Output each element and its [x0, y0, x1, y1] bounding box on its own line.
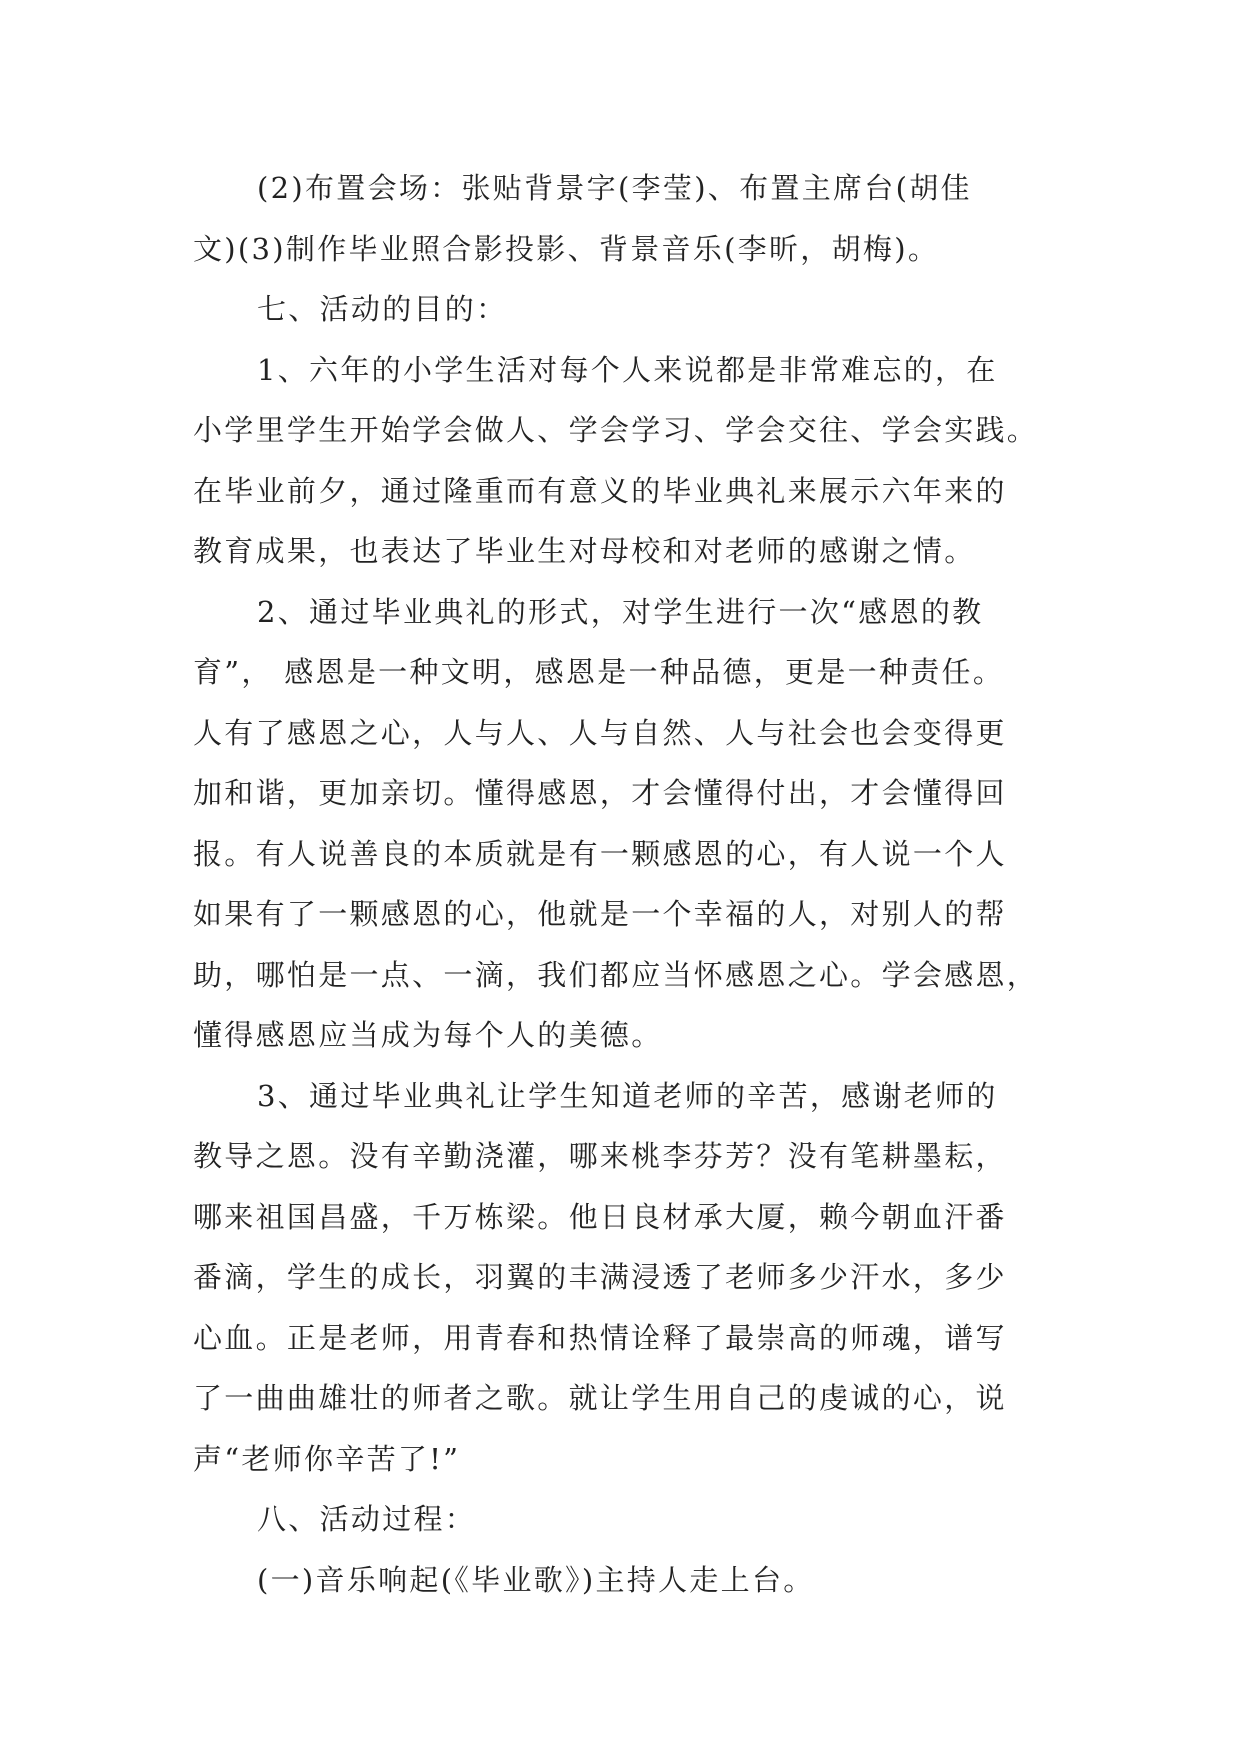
text-line: 助，哪怕是一点、一滴，我们都应当怀感恩之心。学会感恩，	[193, 957, 1039, 992]
text-line: 哪来祖国昌盛，千万栋梁。他日良材承大厦，赖今朝血汗番	[193, 1199, 1007, 1234]
text-line: 2、通过毕业典礼的形式，对学生进行一次“感恩的教	[257, 594, 984, 629]
text-line: 八、活动过程：	[257, 1502, 477, 1536]
text-line: 教育成果，也表达了毕业生对母校和对老师的感谢之情。	[193, 534, 976, 568]
text-line: 如果有了一颗感恩的心，他就是一个幸福的人，对别人的帮	[193, 897, 1007, 931]
text-line: 文)(3)制作毕业照合影投影、背景音乐(李昕，胡梅)。	[193, 231, 940, 266]
text-line: 声“老师你辛苦了!”	[193, 1441, 461, 1476]
document-body	[193, 158, 1073, 1610]
text-line: 教导之恩。没有辛勤浇灌，哪来桃李芬芳？没有笔耕墨耘，	[193, 1139, 1007, 1173]
text-line: 小学里学生开始学会做人、学会学习、学会交往、学会实践。	[193, 413, 1039, 447]
text-line: 番滴，学生的成长，羽翼的丰满浸透了老师多少汗水，多少	[193, 1260, 1007, 1294]
text-line: 加和谐，更加亲切。懂得感恩，才会懂得付出，才会懂得回	[193, 776, 1007, 810]
text-line: 在毕业前夕，通过隆重而有意义的毕业典礼来展示六年来的	[193, 473, 1007, 508]
text-line: 人有了感恩之心，人与人、人与自然、人与社会也会变得更	[193, 715, 1007, 750]
text-line: 了一曲曲雄壮的师者之歌。就让学生用自己的虔诚的心，说	[193, 1381, 1007, 1415]
text-line: 心血。正是老师，用青春和热情诠释了最崇高的师魂，谱写	[193, 1320, 1007, 1355]
text-line: 育”， 感恩是一种文明，感恩是一种品德，更是一种责任。	[193, 655, 1005, 689]
text-line: (一)音乐响起(《毕业歌》)主持人走上台。	[257, 1562, 815, 1597]
text-line: 3、通过毕业典礼让学生知道老师的辛苦，感谢老师的	[257, 1078, 998, 1113]
text-line: 1、六年的小学生活对每个人来说都是非常难忘的，在	[257, 352, 998, 387]
text-line: 报。有人说善良的本质就是有一颗感恩的心，有人说一个人	[193, 836, 1007, 871]
text-line: (2)布置会场：张贴背景字(李莹)、布置主席台(胡佳	[257, 171, 972, 205]
text-line: 七、活动的目的：	[257, 292, 508, 326]
text-line: 懂得感恩应当成为每个人的美德。	[193, 1018, 663, 1052]
